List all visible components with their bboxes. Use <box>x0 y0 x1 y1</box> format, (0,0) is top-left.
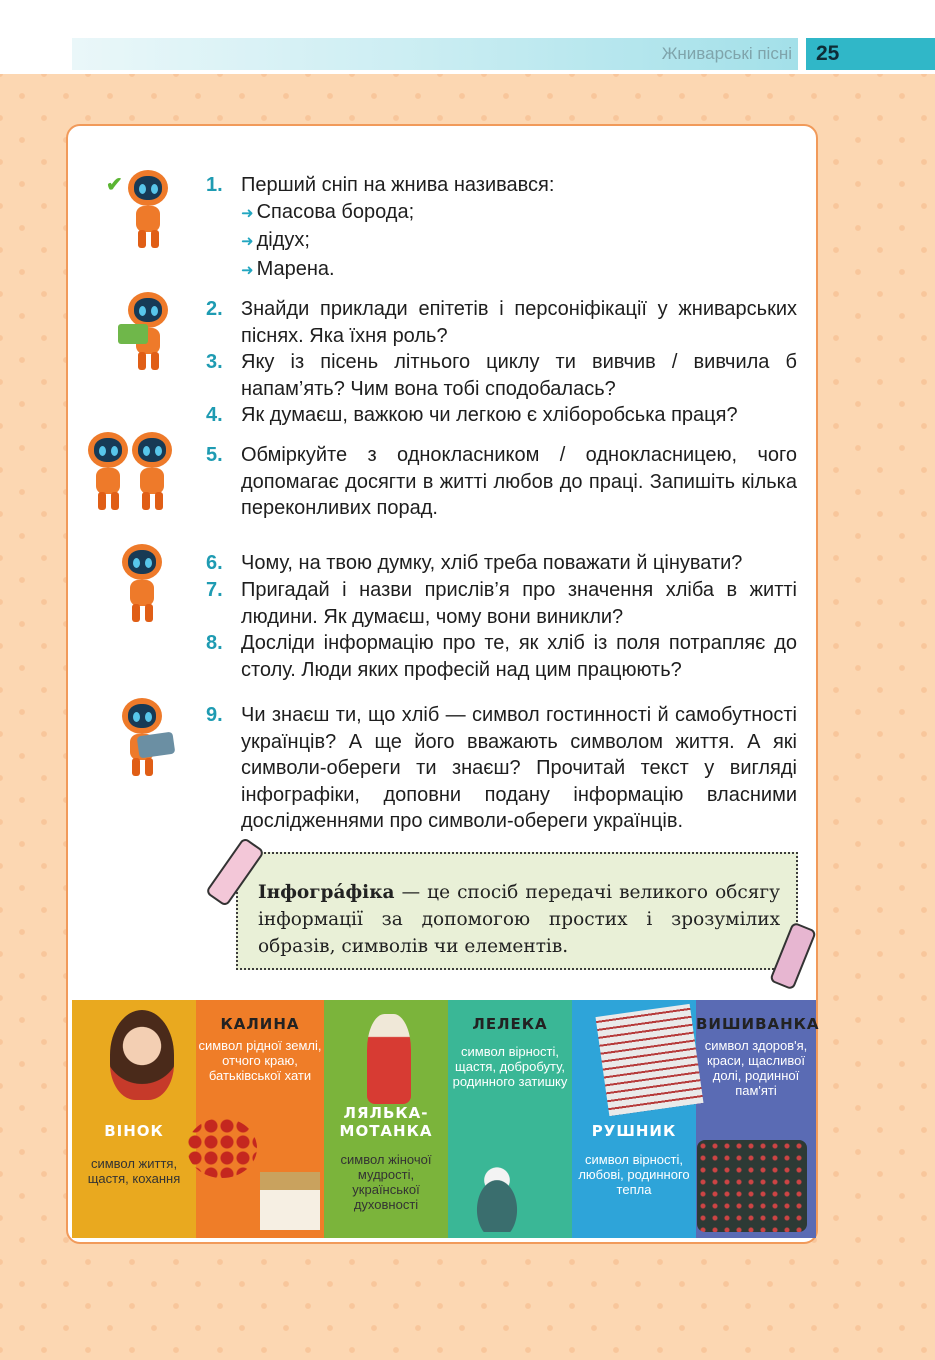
answer-option: ➜ дідух; <box>241 229 310 251</box>
robot-check-icon: ✔ <box>118 170 178 250</box>
arrow-right-icon: ➜ <box>241 204 254 222</box>
woman-wreath-portrait-icon <box>110 1010 174 1100</box>
infographic-stork: ЛЕЛЕКА символ вірності, щастя, добробуту, родинного затишку <box>448 1000 572 1238</box>
question-text: Чи знаєш ти, що хліб — символ гостинності й самобутності українців? А ще його вважають символом життя. А які символи-обереги ти знаєш? Прочитай текст у вигляді інфографіки, доповни подану інформацію власними дослідженнями про символи-обереги українців. <box>241 704 797 832</box>
hut-icon <box>260 1172 320 1230</box>
arrow-right-icon: ➜ <box>241 233 254 250</box>
robot-phone-icon <box>112 544 172 624</box>
motanka-doll-icon <box>367 1014 411 1104</box>
question-text: Пригадай і назви прислів’я про значення хліба в житті людини. Як думаєш, чому вони виникли? <box>241 579 797 628</box>
question-text: Яку із пісень літнього циклу ти вивчив / вивчила б напам’ять? Чим вона тобі сподобалась? <box>241 351 797 400</box>
page-number: 25 <box>816 42 840 65</box>
question-text: Досліди інформацію про те, як хліб із поля потрапляє до столу. Люди яких професій над цим працюють? <box>241 632 797 681</box>
page-number-badge <box>806 38 935 70</box>
chapter-header-bar <box>72 38 798 70</box>
chapter-title: Жниварські пісні <box>661 44 792 63</box>
infographic <box>72 1000 820 1238</box>
infographic-wreath: ВІНОК символ життя, щастя, кохання <box>72 1000 196 1238</box>
robot-tablet-icon <box>112 698 172 778</box>
question-text: Як думаєш, важкою чи легкою є хліборобська праця? <box>241 404 738 426</box>
stork-icon <box>462 1158 532 1232</box>
arrow-right-icon: ➜ <box>241 261 254 279</box>
viburnum-berries-icon <box>187 1118 257 1178</box>
infographic-viburnum: КАЛИНА символ рідної землі, отчого краю, батьківської хати <box>196 1000 324 1238</box>
vyshyvanka-shirt-icon <box>697 1140 807 1232</box>
definition-note <box>236 852 798 970</box>
note-term: Інфогра́фіка <box>258 882 395 903</box>
infographic-vyshyvanka: ВИШИВАНКА символ здоров'я, краси, щасливої долі, родинної пам'яті <box>696 1000 816 1238</box>
rushnyk-towel-icon <box>596 1004 704 1116</box>
robot-pair-right-icon <box>122 432 182 512</box>
question-text: Знайди приклади епітетів і персоніфікації у жниварських піснях. Яка їхня роль? <box>241 298 797 347</box>
infographic-towel: РУШНИК символ вірності, любові, родинного тепла <box>572 1000 696 1238</box>
note-definition: — це спосіб передачі великого обсягу інформації за допомогою простих і зрозумілих образів, символів чи елементів. <box>258 882 780 957</box>
question-text: Чому, на твою думку, хліб треба поважати й цінувати? <box>241 552 743 574</box>
infographic-doll: ЛЯЛЬКА-МОТАНКА символ жіночої мудрості, української духовності <box>324 1000 448 1238</box>
robot-reading-icon <box>118 292 178 372</box>
question-text: Обміркуйте з однокласником / однокласницею, чого допомагає досягти в житті любов до праці. Запишіть кілька переконливих порад. <box>241 444 797 519</box>
answer-option: ➜ Марена. <box>241 257 335 280</box>
question-text: Перший сніп на жнива називався: <box>241 174 555 196</box>
answer-option: ➜ Спасова борода; <box>241 200 415 223</box>
